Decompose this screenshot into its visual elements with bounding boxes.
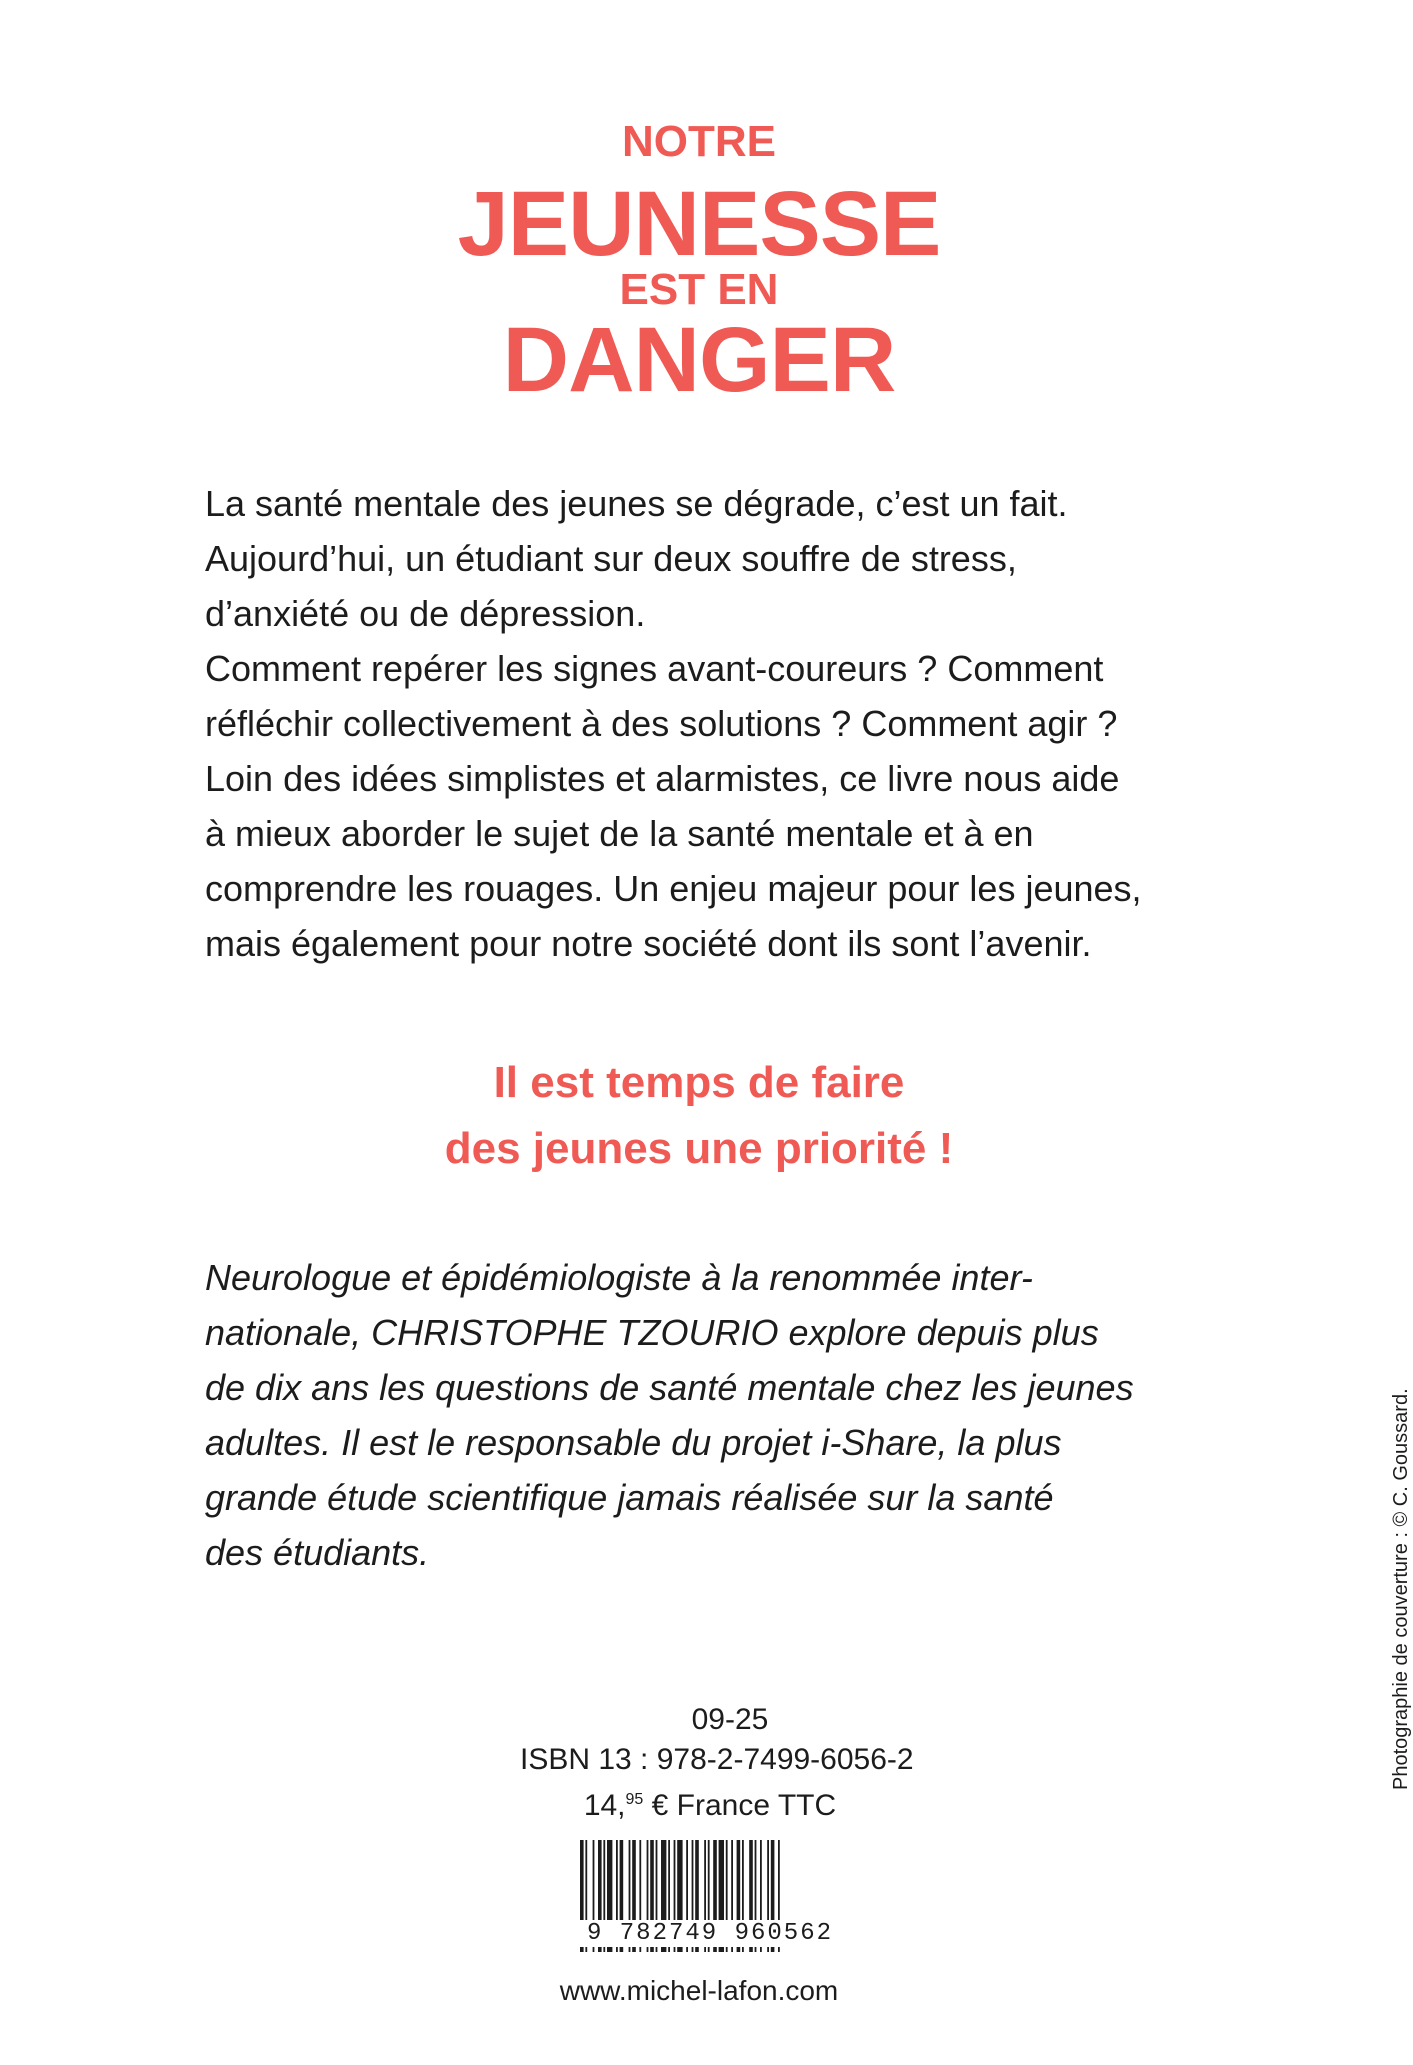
summary-line: mais également pour notre société dont ils sont l’avenir. [205, 923, 1092, 964]
bio-line: nationale, CHRISTOPHE TZOURIO explore depuis plus [205, 1312, 1099, 1353]
summary-line: Comment repérer les signes avant-coureurs ? Comment [205, 648, 1104, 689]
bio-line: des étudiants. [205, 1532, 430, 1573]
edition-code: 09-25 [691, 1703, 769, 1736]
price-suffix: € France TTC [643, 1789, 837, 1822]
title-line-2: JEUNESSE [457, 173, 941, 275]
publication-info [520, 1700, 914, 1826]
barcode-digits: 9 782749 960562 [575, 1920, 845, 1947]
author-bio [205, 1250, 1205, 1580]
price-cents: 95 [625, 1791, 644, 1808]
summary-line: Aujourd’hui, un étudiant sur deux souffre de stress, [205, 538, 1017, 579]
summary-line: La santé mentale des jeunes se dégrade, c’est un fait. [205, 483, 1068, 524]
tagline-line-1: Il est temps de faire [493, 1058, 905, 1107]
price-main: 14, [583, 1789, 626, 1822]
summary-line: d’anxiété ou de dépression. [205, 593, 646, 634]
photo-credit: Photographie de couverture : © C. Goussard. [1390, 1388, 1412, 1790]
summary-line: comprendre les rouages. Un enjeu majeur pour les jeunes, [205, 868, 1142, 909]
bio-line: adultes. Il est le responsable du projet i-Share, la plus [205, 1422, 1062, 1463]
isbn: ISBN 13 : 978-2-7499-6056-2 [520, 1743, 914, 1776]
bio-line: de dix ans les questions de santé mentale chez les jeunes [205, 1367, 1134, 1408]
title-line-1: NOTRE [622, 117, 776, 166]
bio-line: Neurologue et épidémiologiste à la renommée inter- [205, 1257, 1033, 1298]
price [520, 1780, 880, 1826]
summary-text [205, 476, 1205, 971]
tagline-line-2: des jeunes une priorité ! [444, 1124, 954, 1173]
bio-line: grande étude scientifique jamais réalisée sur la santé [205, 1477, 1054, 1518]
summary-line: Loin des idées simplistes et alarmistes, ce livre nous aide [205, 758, 1120, 799]
summary-line: à mieux aborder le sujet de la santé mentale et à en [205, 813, 1034, 854]
summary-line: réfléchir collectivement à des solutions ? Comment agir ? [205, 703, 1118, 744]
title-line-3: EST EN [619, 265, 779, 314]
tagline [0, 1050, 1398, 1182]
publisher-website: www.michel-lafon.com [559, 1975, 839, 2006]
title-line-4: DANGER [502, 309, 896, 411]
